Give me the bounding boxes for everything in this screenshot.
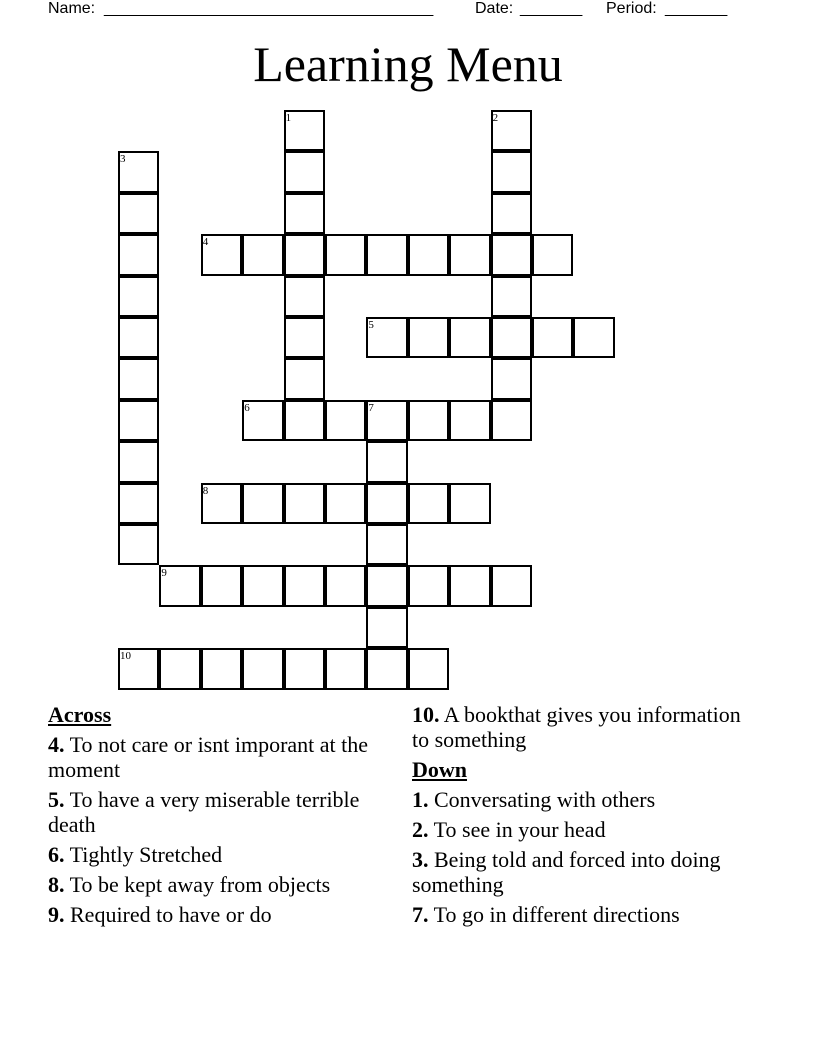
clue-start-number: 6 [244,401,250,414]
clue-start-number: 4 [202,236,209,249]
clue-start-number: 8 [202,484,209,497]
crossword-cell[interactable] [118,276,159,317]
crossword-cell[interactable] [325,483,366,524]
crossword-cell[interactable] [532,234,573,275]
clue-across-10 [412,702,762,752]
clue-across-9 [48,902,378,927]
clue-start-number: 3 [120,153,126,166]
crossword-cell[interactable] [284,193,325,234]
clue-text: Tightly Stretched [64,842,223,867]
page-title: Learning Menu [253,36,563,92]
crossword-cell[interactable] [118,358,159,399]
clue-number: 5. [48,787,65,812]
clue-start-number: 2 [492,112,499,124]
clue-across-4 [48,732,378,782]
clue-start-number: 5 [368,319,374,331]
clue-number: 3. [412,847,429,872]
crossword-cell[interactable] [118,483,159,524]
clue-across-5 [48,787,378,837]
crossword-cell[interactable] [532,317,573,358]
crossword-cell[interactable] [118,193,159,234]
clue-text: A bookthat gives you information to something [412,702,741,752]
crossword-cell[interactable] [449,483,490,524]
clue-number: 1. [412,787,429,812]
crossword-cell[interactable] [366,565,407,606]
clue-text: Being told and forced into doing something [412,847,721,897]
clue-start-number: 7 [368,401,374,414]
crossword-cell[interactable] [408,234,449,275]
crossword-cell[interactable] [242,565,283,606]
clue-down-7 [412,902,762,927]
crossword-cell[interactable] [366,648,407,689]
crossword-cell[interactable] [408,317,449,358]
clue-text: To see in your head [428,817,606,842]
crossword-cell[interactable] [491,565,532,606]
period-label: Period: [606,0,657,17]
crossword-cell[interactable] [284,483,325,524]
crossword-cell[interactable] [491,317,532,358]
crossword-cell[interactable] [159,648,200,689]
date-blank[interactable]: _______ [520,0,583,17]
clue-text: To go in different directions [428,902,680,927]
crossword-cell[interactable] [491,234,532,275]
crossword-cell[interactable] [325,400,366,441]
crossword-cell[interactable] [366,524,407,565]
crossword-cell[interactable] [408,565,449,606]
clue-start-number: 9 [161,567,167,580]
crossword-cell[interactable] [284,234,325,275]
crossword-cell[interactable] [284,648,325,689]
crossword-cell[interactable] [366,607,407,648]
clues-right-column [412,702,762,932]
clue-number: 8. [48,872,65,897]
crossword-cell[interactable] [491,193,532,234]
down-heading: Down [412,757,468,782]
clue-number: 10. [412,702,440,727]
name-blank[interactable]: _____________________________________ [104,0,434,17]
crossword-cell[interactable] [242,234,283,275]
crossword-cell[interactable] [325,565,366,606]
clue-number: 9. [48,902,65,927]
crossword-cell[interactable] [408,483,449,524]
crossword-cell[interactable] [408,648,449,689]
crossword-cell[interactable] [449,317,490,358]
clue-number: 7. [412,902,429,927]
clue-down-1 [412,787,762,812]
crossword-cell[interactable] [284,400,325,441]
clue-across-8 [48,872,378,897]
crossword-cell[interactable] [284,276,325,317]
crossword-cell[interactable] [573,317,614,358]
clue-number: 4. [48,732,65,757]
crossword-cell[interactable] [118,524,159,565]
crossword-cell[interactable] [449,234,490,275]
clue-across-6 [48,842,378,867]
clue-text: Conversating with others [428,787,656,812]
clue-start-number: 1 [285,112,292,124]
crossword-cell[interactable] [325,234,366,275]
date-label: Date: [475,0,514,17]
name-label: Name: [48,0,96,17]
across-heading: Across [48,702,112,727]
crossword-cell[interactable] [491,358,532,399]
crossword-cell[interactable] [284,358,325,399]
crossword-cell[interactable] [366,441,407,482]
crossword-cell[interactable] [491,151,532,192]
clue-text: To have a very miserable terrible death [48,787,360,837]
crossword-cell[interactable] [449,400,490,441]
clue-number: 6. [48,842,65,867]
clue-text: To not care or isnt imporant at the moment [48,732,369,782]
crossword-cell[interactable] [366,234,407,275]
crossword-cell[interactable] [325,648,366,689]
crossword-cell[interactable] [242,483,283,524]
crossword-cell[interactable] [284,151,325,192]
crossword-cell[interactable] [118,234,159,275]
clue-text: To be kept away from objects [64,872,331,897]
clue-text: Required to have or do [64,902,272,927]
crossword-cell[interactable] [491,400,532,441]
crossword-cell[interactable] [449,565,490,606]
clue-start-number: 10 [120,650,131,663]
crossword-cell[interactable] [118,441,159,482]
clue-down-2 [412,817,762,842]
clue-number: 2. [412,817,429,842]
crossword-cell[interactable] [201,648,242,689]
crossword-cell[interactable] [284,565,325,606]
clue-down-3 [412,847,762,897]
crossword-cell[interactable] [408,400,449,441]
crossword-cell[interactable] [491,276,532,317]
crossword-cell[interactable] [118,400,159,441]
crossword-cell[interactable] [284,317,325,358]
crossword-cell[interactable] [366,483,407,524]
period-blank[interactable]: _______ [665,0,728,17]
crossword-cell[interactable] [242,648,283,689]
crossword-cell[interactable] [201,565,242,606]
clues-left-column [48,702,378,932]
crossword-cell[interactable] [118,317,159,358]
